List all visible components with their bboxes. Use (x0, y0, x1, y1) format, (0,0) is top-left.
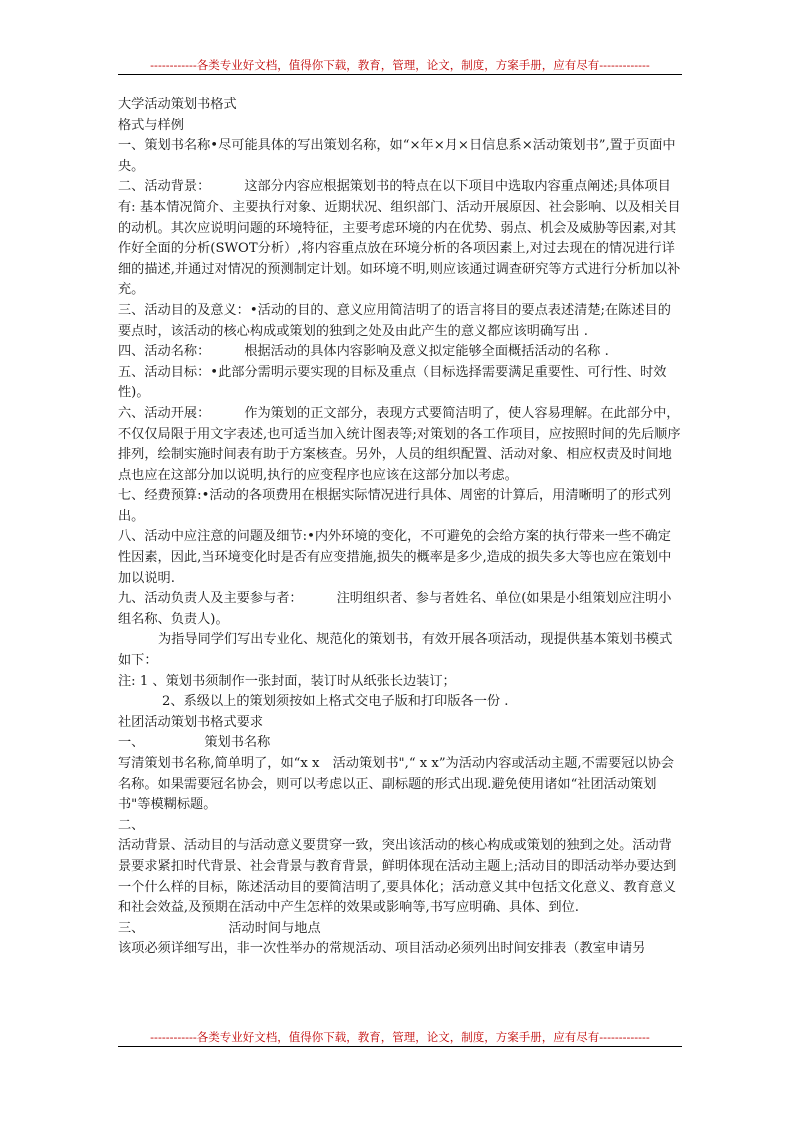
section-3-heading (118, 919, 684, 940)
item-8-paragraph-a: 八、活动中应注意的问题及细节:•内外环境的变化，不可避免的会给方案的执行带来一些不确定 (118, 529, 671, 545)
item-6-body: 作为策划的正文部分，表现方式要简洁明了，使人容易理解。在此部分中，不仅仅局限于用文字表述,也可适当加入统计图表等;对策划的各工作项目，应按照时间的先后顺序排列，绘制实施时间表有助于方案核查。另外，人员的组织配置、活动对象、相应权责及时间地点也应在这部分加以说明,执行的应变程序也应该在这部分加以考虑。 (118, 405, 681, 483)
section-1-number: 一、 (118, 735, 145, 751)
footer-rule (118, 1046, 682, 1047)
item-3-paragraph: 三、活动目的及意义：•活动的目的、意义应用简洁明了的语言将目的要点表述清楚;在陈述目的要点时，该活动的核心构成或策划的独到之处及由此产生的意义都应该明确写出 . (118, 302, 671, 339)
item-1-paragraph: 一、策划书名称•尽可能具体的写出策划名称，如“×年×月×日信息系×活动策划书”,置于页面中央。 (118, 138, 676, 174)
doc-subtitle: 格式与样例 (118, 117, 184, 133)
section-2-heading: 二、 (118, 817, 145, 833)
item-9-heading: 九、活动负责人及主要参与者： (118, 591, 303, 607)
item-6-paragraph (118, 404, 684, 486)
item-8-paragraph-b: 性因素，因此,当环境变化时是否有应变措施,损失的概率是多少,造成的损失多大等也应在策划中加以说明. (118, 550, 672, 586)
header-rule (118, 74, 682, 75)
header-banner: ------------各类专业好文档，值得你下载，教育，管理，论文，制度，方案手册，应有尽有------------- (150, 58, 650, 72)
note-2: 2、系级以上的策划须按如上格式交电子版和打印版各一份 . (162, 694, 509, 710)
footer-banner: ------------各类专业好文档，值得你下载，教育，管理，论文，制度，方案手册，应有尽有------------- (150, 1030, 650, 1044)
item-4-body: 根据活动的具体内容影响及意义拟定能够全面概括活动的名称 . (244, 344, 609, 360)
note-1: 注: 1 、策划书须制作一张封面，装订时从纸张长边装订； (118, 673, 456, 689)
section-1-heading (118, 733, 684, 754)
item-9-paragraph (118, 589, 684, 630)
section-2-body: 活动背景、活动目的与活动意义要贯穿一致，突出该活动的核心构成或策划的独到之处。活动背景要求紧扣时代背景、社会背景与教育背景，鲜明体现在活动主题上;活动目的即活动举办要达到一个什么样的目标，陈述活动目的要简洁明了,要具体化；活动意义其中包括文化意义、教育意义和社会效益,及预期在活动中产生怎样的效果或影响等,书写应明确、具体、到位. (118, 838, 677, 916)
item-9-body: 注明组织者、参与者姓名、单位(如果是小组策划应注明小组名称、负责人)。 (118, 591, 672, 627)
item-5-paragraph: 五、活动目标：•此部分需明示要实现的目标及重点（目标选择需要满足重要性、可行性、时效性)。 (118, 364, 667, 401)
item-2-heading: 二、活动背景： (118, 179, 211, 195)
item-2-paragraph (118, 177, 684, 301)
item-6-heading: 六、活动开展： (118, 405, 211, 421)
item-4-heading: 四、活动名称： (118, 344, 211, 360)
item-2-body: 这部分内容应根据策划书的特点在以下项目中选取内容重点阐述;具体项目有: 基本情况简介、主要执行对象、近期状况、组织部门、活动开展原因、社会影响、以及相关目的动机。其次应说明问题的环境特征，主要考虑环境的内在优势、弱点、机会及威胁等因素,对其作好全面的分析(SWOT分析）,将内容重点放在环境分析的各项因素上,对过去现在的情况进行详细的描述,并通过对情况的预测制定计划。如环境不明,则应该通过调查研究等方式进行分析加以补充。 (118, 179, 681, 298)
doc-title: 大学活动策划书格式 (118, 97, 237, 112)
section-3-body: 该项必须详细写出，非一次性举办的常规活动、项目活动必须列出时间安排表（教室申请另 (118, 941, 646, 957)
item-7-paragraph: 七、经费预算:•活动的各项费用在根据实际情况进行具体、周密的计算后，用清晰明了的形式列出。 (118, 488, 671, 524)
section-title: 社团活动策划书格式要求 (118, 714, 264, 730)
document-body (118, 95, 684, 960)
section-1-body: 写清策划书名称,简单明了，如“x x 活动策划书",“ x x”为活动内容或活动主题,不需要冠以协会名称。如果需要冠名协会，则可以考虑以正、副标题的形式出现.避免使用诸如“社团活动策划书"等模糊标题。 (118, 756, 674, 813)
intro-paragraph: 为指导同学们写出专业化、规范化的策划书，有效开展各项活动，现提供基本策划书模式如下： (118, 632, 673, 669)
section-1-title: 策划书名称 (204, 735, 271, 751)
item-4-paragraph (118, 342, 684, 363)
section-3-title: 活动时间与地点 (228, 920, 321, 936)
section-3-number: 三、 (118, 920, 145, 936)
